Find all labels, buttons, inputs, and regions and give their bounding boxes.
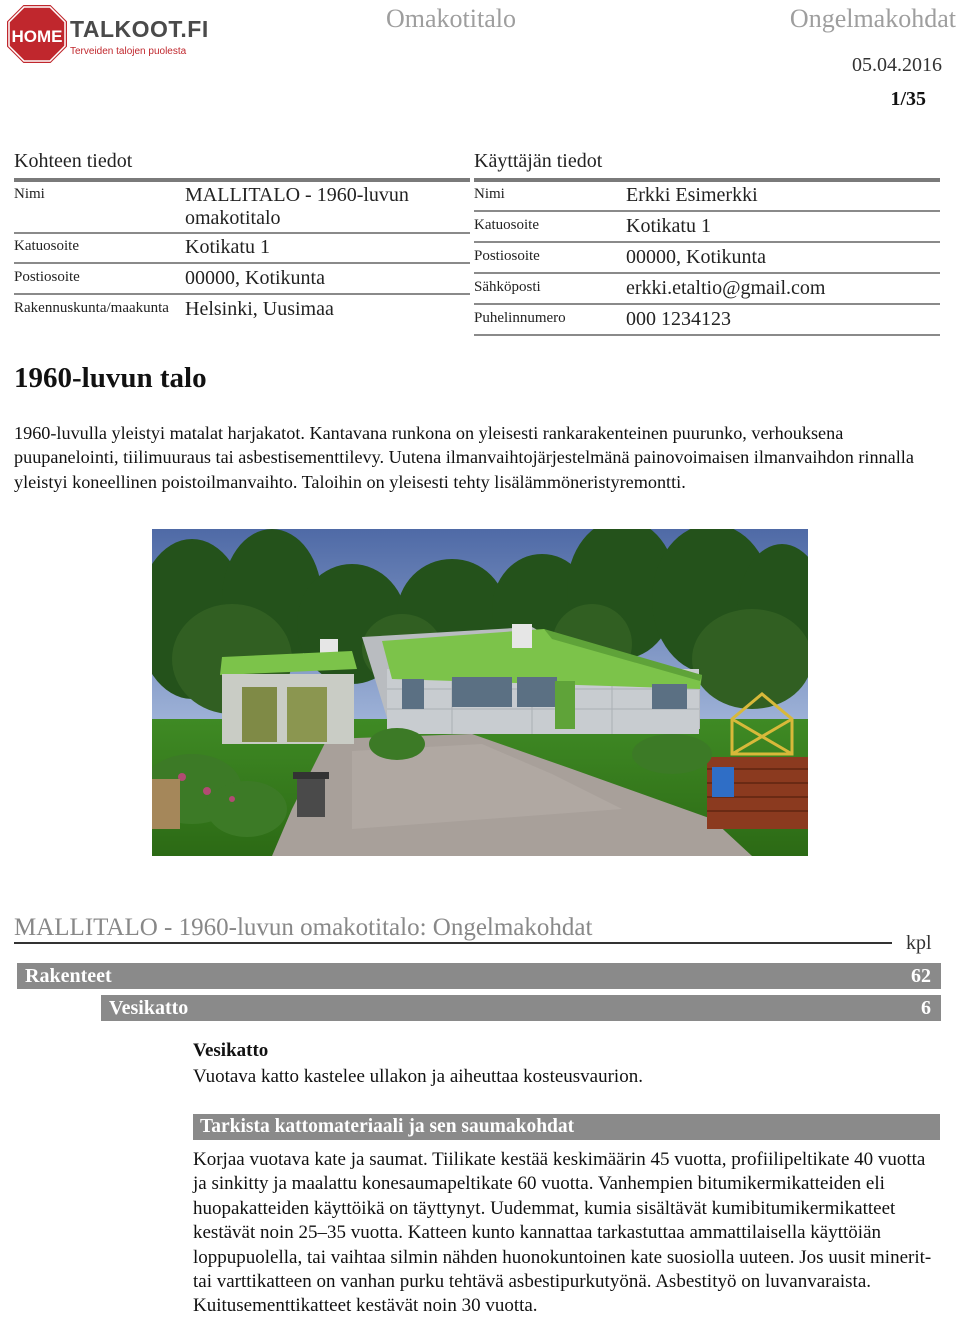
problems-title: MALLITALO - 1960-luvun omakotitalo: Ongelmakohdat [14, 914, 593, 941]
subcategory-row[interactable] [101, 995, 941, 1021]
subcategory-count: 6 [921, 997, 931, 1019]
logo-tagline: Terveiden talojen puolesta [70, 46, 187, 57]
check-instruction-bar [193, 1114, 940, 1140]
user-value-street: Kotikatu 1 [626, 215, 711, 237]
user-row-phone [474, 306, 940, 336]
user-row-postal [474, 244, 940, 274]
repair-instructions: Korjaa vuotava kate ja saumat. Tiilikate kestää keskimäärin 45 vuotta, profiilipeltikate 40 vuotta ja sinkitty ja maalattu konesaumapeltikate 60 vuotta. Vanhempien bitumikermikatteiden eli huopakatteiden käyttöikä on täyttynyt. Uudemmat, kumia sisältävät kumibitumikermikatteet kestävät noin 25–35 vuotta. Katteen kunto kannattaa tarkastuttaa ammattilaisella käyttöiän loppupuolella, tai vaihtaa silmin nähden huonokuntoinen kate suosiolla uuteen. Jos uusit minerit- tai varttikatteen on vanhan purku tehtävä asbestipurkutyönä. Asbestityö on luvanvaraista. Kuitusementtikatteet kestävät noin 30 vuotta. [193, 1149, 932, 1317]
house-era-heading: 1960-luvun talo [14, 362, 207, 394]
property-value-name: MALLITALO - 1960-luvun omakotitalo [185, 184, 409, 229]
user-row-email [474, 275, 940, 305]
check-instruction-label: Tarkista kattomateriaali ja sen saumakohdat [200, 1116, 575, 1137]
property-label-name: Nimi [14, 186, 45, 202]
header-date: 05.04.2016 [852, 54, 942, 76]
user-label-phone: Puhelinnumero [474, 310, 566, 326]
logo-home-text: HOME [11, 27, 63, 46]
property-panel-title: Kohteen tiedot [14, 150, 133, 172]
house-era-description: 1960-luvulla yleistyi matalat harjakatot. Kantavana runkona on yleisesti rankarakenteinen puurunko, verhouksena puupanelointi, tiilimuuraus tai asbestisementtilevy. Uutena ilmanvaihtojärjestelmänä painovoimaisen ilmanvaihdon rinnalla yleistyi koneellinen poistoilmanvaihto. Taloihin on yleisesti tehty lisälämmöneristyremontti. [14, 423, 914, 492]
user-row-name [474, 182, 940, 212]
property-value-postal: 00000, Kotikunta [185, 267, 325, 289]
property-row-name [14, 182, 470, 234]
logo-wordmark: TALKOOT.FI [70, 16, 209, 42]
category-count: 62 [911, 965, 931, 987]
user-label-postal: Postiosoite [474, 248, 540, 264]
user-info-panel [474, 148, 940, 340]
property-row-postal [14, 265, 470, 295]
home-octagon-icon [4, 2, 70, 66]
house-illustration-image [152, 529, 808, 856]
user-panel-title: Käyttäjän tiedot [474, 150, 603, 172]
user-value-email[interactable]: erkki.etaltio@gmail.com [626, 277, 826, 299]
property-label-street: Katuosoite [14, 238, 79, 254]
user-label-street: Katuosoite [474, 217, 539, 233]
user-value-postal: 00000, Kotikunta [626, 246, 766, 268]
user-label-name: Nimi [474, 186, 505, 202]
user-value-name: Erkki Esimerkki [626, 184, 758, 206]
user-label-email: Sähköposti [474, 279, 541, 295]
header-document-title: Ongelmakohdat [789, 4, 956, 33]
user-row-street [474, 213, 940, 243]
category-label: Rakenteet [25, 965, 112, 987]
house-illustration [152, 529, 808, 856]
problem-item-description: Vuotava katto kastelee ullakon ja aiheuttaa kosteusvaurion. [193, 1066, 643, 1087]
property-row-street [14, 234, 470, 264]
header-section-title: Omakotitalo [386, 4, 516, 33]
property-row-municipality [14, 296, 470, 324]
property-value-municipality: Helsinki, Uusimaa [185, 298, 334, 320]
page-number: 1/35 [890, 88, 926, 110]
user-value-phone: 000 1234123 [626, 308, 731, 330]
count-column-header: kpl [906, 932, 932, 954]
problem-item-title: Vesikatto [193, 1040, 269, 1061]
subcategory-label: Vesikatto [109, 997, 189, 1019]
property-value-street: Kotikatu 1 [185, 236, 270, 258]
property-label-postal: Postiosoite [14, 269, 80, 285]
problems-title-underline [14, 942, 892, 944]
property-info-panel [14, 148, 470, 328]
category-row[interactable] [17, 963, 941, 989]
property-label-municipality: Rakennuskunta/maakunta [14, 300, 169, 316]
